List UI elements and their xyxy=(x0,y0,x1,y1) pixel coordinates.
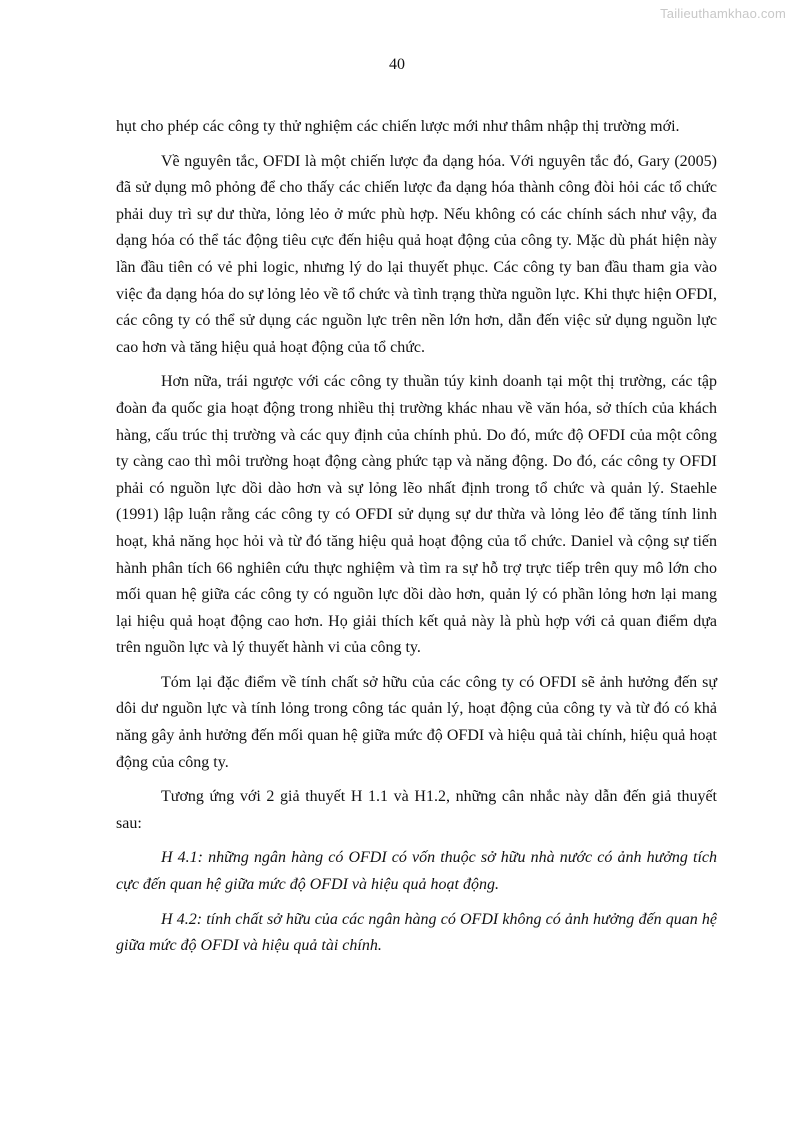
paragraph-continuation: hụt cho phép các công ty thử nghiệm các chiến lược mới như thâm nhập thị trường mới. xyxy=(116,118,680,135)
hypothesis-h4-2: H 4.2: tính chất sở hữu của các ngân hàng có OFDI không có ảnh hưởng đến quan hệ giữa mức độ OFDI và hiệu quả tài chính. xyxy=(116,910,717,955)
paragraph-multinational: Hơn nữa, trái ngược với các công ty thuần túy kinh doanh tại một thị trường, các tập đoàn đa quốc gia hoạt động trong nhiều thị trường khác nhau về văn hóa, sở thích của khách hàng, cấu trúc thị trường và các quy định của chính phủ. Do đó, mức độ OFDI của một công ty càng cao thì môi trường hoạt động càng phức tạp và năng động. Do đó, các công ty OFDI phải có nguồn lực dồi dào hơn và sự lỏng lẽo nhất định trong tổ chức và quản lý. Staehle (1991) lập luận rằng các công ty có OFDI sử dụng sự dư thừa và lỏng lẻo để tăng tính linh hoạt, khả năng học hỏi và từ đó tăng hiệu quả hoạt động của tổ chức. Daniel và cộng sự tiến hành phân tích 66 nghiên cứu thực nghiệm và tìm ra sự hỗ trợ trực tiếp trên quy mô lớn cho mối quan hệ giữa các công ty có nguồn lực dồi dào hơn, quản lý có phần lỏng hơn lại mang lại hiệu quả hoạt động cao hơn. Họ giải thích kết quả này là phù hợp với cả quan điểm dựa trên nguồn lực và lý thuyết hành vi của công ty. xyxy=(116,373,717,657)
watermark: Tailieuthamkhao.com xyxy=(660,6,786,21)
paragraph-hypothesis-intro: Tương ứng với 2 giả thuyết H 1.1 và H1.2, những cân nhắc này dẫn đến giả thuyết sau: xyxy=(116,788,717,832)
paragraph-summary: Tóm lại đặc điểm về tính chất sở hữu của các công ty có OFDI sẽ ảnh hưởng đến sự dôi dư nguồn lực và tính lỏng trong công tác quản lý, hoạt động của công ty và từ đó có khả năng gây ảnh hưởng đến mối quan hệ giữa mức độ OFDI và hiệu quả tài chính, hiệu quả hoạt động của công ty. xyxy=(116,673,717,771)
paragraph-diversification: Về nguyên tắc, OFDI là một chiến lược đa dạng hóa. Với nguyên tắc đó, Gary (2005) đã sử dụng mô phỏng để cho thấy các chiến lược đa dạng hóa thành công đòi hỏi các tổ chức phải duy trì sự dư thừa, lỏng lẻo ở mức phù hợp. Nếu không có các chính sách như vậy, đa dạng hóa có thể tác động tiêu cực đến hiệu quả hoạt động của công ty. Mặc dù phát hiện này lần đầu tiên có vẻ phi logic, nhưng lý do lại thuyết phục. Các công ty ban đầu tham gia vào việc đa dạng hóa do sự lỏng lẻo về tổ chức và tình trạng thừa nguồn lực. Khi thực hiện OFDI, các công ty có thể sử dụng các nguồn lực trên nền lớn hơn, dẫn đến việc sử dụng nguồn lực cao hơn và tăng hiệu quả hoạt động của tổ chức. xyxy=(116,152,717,356)
hypothesis-h4-1: H 4.1: những ngân hàng có OFDI có vốn thuộc sở hữu nhà nước có ảnh hưởng tích cực đến quan hệ giữa mức độ OFDI và hiệu quả hoạt động. xyxy=(116,849,717,894)
document-body xyxy=(116,114,717,968)
page-number: 40 xyxy=(389,56,405,73)
